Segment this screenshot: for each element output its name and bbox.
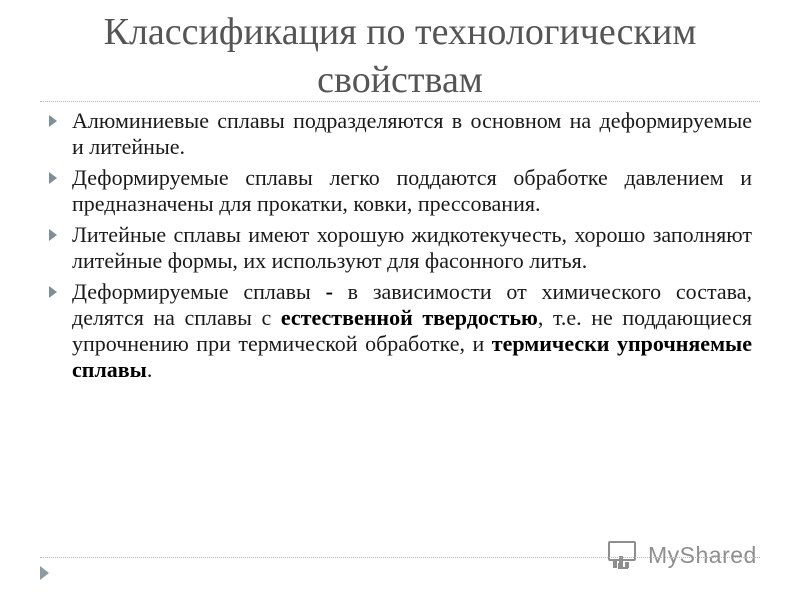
bullet-text-bold: термически упрочняемые сплавы (72, 331, 753, 382)
bullet-text-part: в зависимости от химического состава, делятся на сплавы с (72, 279, 753, 330)
bullet-item (46, 279, 752, 383)
watermark (606, 539, 757, 571)
title-divider (40, 101, 760, 102)
triangle-right-bullet-icon (49, 172, 57, 184)
triangle-right-bullet-icon (49, 229, 57, 241)
bullet-text: Литейные сплавы имеют хорошую жидкотекучесть, хорошо заполняют литейные формы, их используют для фасонного литья. (72, 222, 752, 273)
bullet-text-bold: естественной твердостью (280, 305, 538, 330)
bullet-item (46, 222, 752, 274)
bullet-text: Деформируемые сплавы легко поддаются обработке давлением и предназначены для прокатки, ковки, прессования. (72, 165, 752, 216)
footer-divider (40, 557, 760, 558)
bullet-list (46, 108, 752, 388)
chart-monitor-icon (606, 539, 640, 571)
bullet-text-part: . (146, 357, 153, 382)
bullet-item (46, 108, 752, 160)
bullet-text: Алюминиевые сплавы подразделяются в основном на деформируемые и литейные. (72, 108, 752, 159)
bullet-text-bold: - (325, 279, 333, 304)
bullet-text-part: , т.е. не поддающиеся упрочнению при термической обработке, и (72, 305, 752, 356)
watermark-text: MyShared (648, 541, 757, 568)
slide-title: Классификация по технологическим свойствам (103, 11, 697, 101)
triangle-right-bullet-icon (49, 115, 57, 127)
triangle-right-bullet-icon (49, 286, 57, 298)
bullet-item (46, 165, 752, 217)
bullet-text-part: Деформируемые сплавы (72, 279, 326, 304)
triangle-right-icon (40, 566, 49, 580)
